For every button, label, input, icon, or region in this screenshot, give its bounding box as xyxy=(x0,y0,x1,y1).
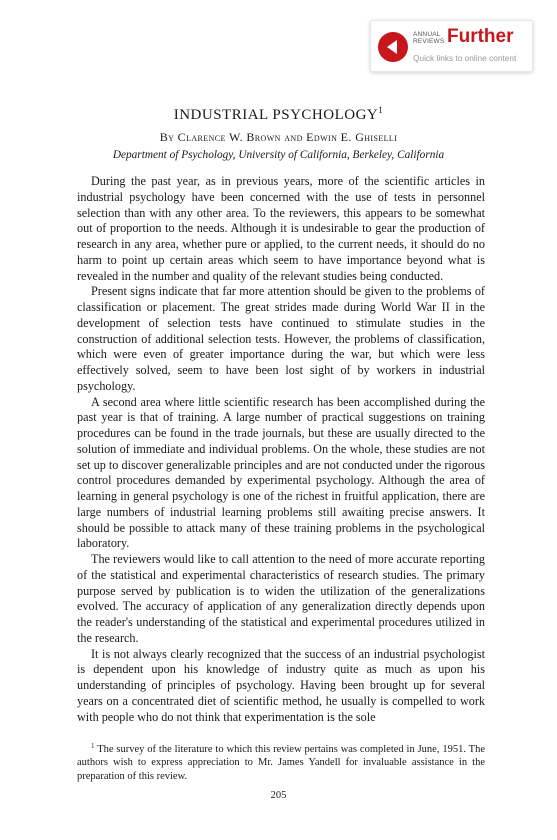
body-paragraph: The reviewers would like to call attention to the need of more accurate reporting of the statistical and experimental characteristics of research studies. The primary purpose served by publication is to widen the utilization of the generalizations evolved. The accuracy of application of any generalization directly depends upon the reader's understanding of the statistical and experimental procedures utilized in the research. xyxy=(77,552,485,645)
badge-brand-label: Further xyxy=(447,26,514,47)
badge-publisher-label: ANNUAL REVIEWS xyxy=(413,31,445,45)
footnote xyxy=(77,740,485,783)
footnote-paragraph xyxy=(77,740,485,783)
body-paragraph: Present signs indicate that far more attention should be given to the problems of classification or placement. The great strides made during World War II in the development of selection tests have continued to stimulate studies in the construction of additional selection tests. However, the problems of classification, which were even of greater importance during the war, but which were less effectively solved, seem to have been lost sight of by workers in industrial psychology. xyxy=(77,284,485,393)
further-reading-badge[interactable] xyxy=(370,20,533,72)
play-left-circle-icon xyxy=(378,32,408,62)
body-paragraph: It is not always clearly recognized that the success of an industrial psychologist is dependent upon his knowledge of industry quite as much as upon his understanding of principles of psychology. Having been brought up for several years on a concentrated diet of scientific method, he usually is compelled to work with people who do not think that experimentation is the sole xyxy=(77,646,485,724)
page-number: 205 xyxy=(270,790,287,801)
title-footnote-mark: 1 xyxy=(378,105,384,115)
author-affiliation: Department of Psychology, University of California, Berkeley, California xyxy=(112,149,445,161)
article-title xyxy=(0,105,557,124)
footnote-text: The survey of the literature to which this review pertains was completed in June, 1951. The authors wish to express appreciation to Mr. James Yandell for invaluable assistance in the preparation of this review. xyxy=(77,744,485,782)
body-paragraph: A second area where little scientific research has been accomplished during the past year is that of training. A large number of practical suggestions on training procedures can be found in the trade journals, but these are usually directed to the solution of immediate and individual problems. On the whole, these studies are not set up to discover generalizable principles and are not conducted under the rigorous control procedures demanded by experimental psychology. Although the area of learning in general psychology is one of the richest in fruitful application, there are large numbers of industrial learning problems still awaiting precise answers. It should be possible to attack many of these training problems in the psychological laboratory. xyxy=(77,394,485,551)
article-title-text: INDUSTRIAL PSYCHOLOGY xyxy=(173,107,379,123)
badge-subtitle: Quick links to online content xyxy=(413,53,517,63)
body-paragraph: During the past year, as in previous years, more of the scientific articles in industrial psychology have been concerned with the use of tests in personnel selection than with any other area. To the reviewers, this appears to be somewhat out of proportion to the needs. Although it is undesirable to gear the production of research in any area, whether pure or applied, to the current needs, it should do no harm to point up certain areas which seem to have importance beyond what is revealed in the number and quality of the relevant studies being conducted. xyxy=(77,174,485,283)
article-authors: By Clarence W. Brown and Edwin E. Ghiselli xyxy=(159,130,398,144)
article-body xyxy=(77,174,485,725)
footnote-mark: 1 xyxy=(91,742,95,750)
